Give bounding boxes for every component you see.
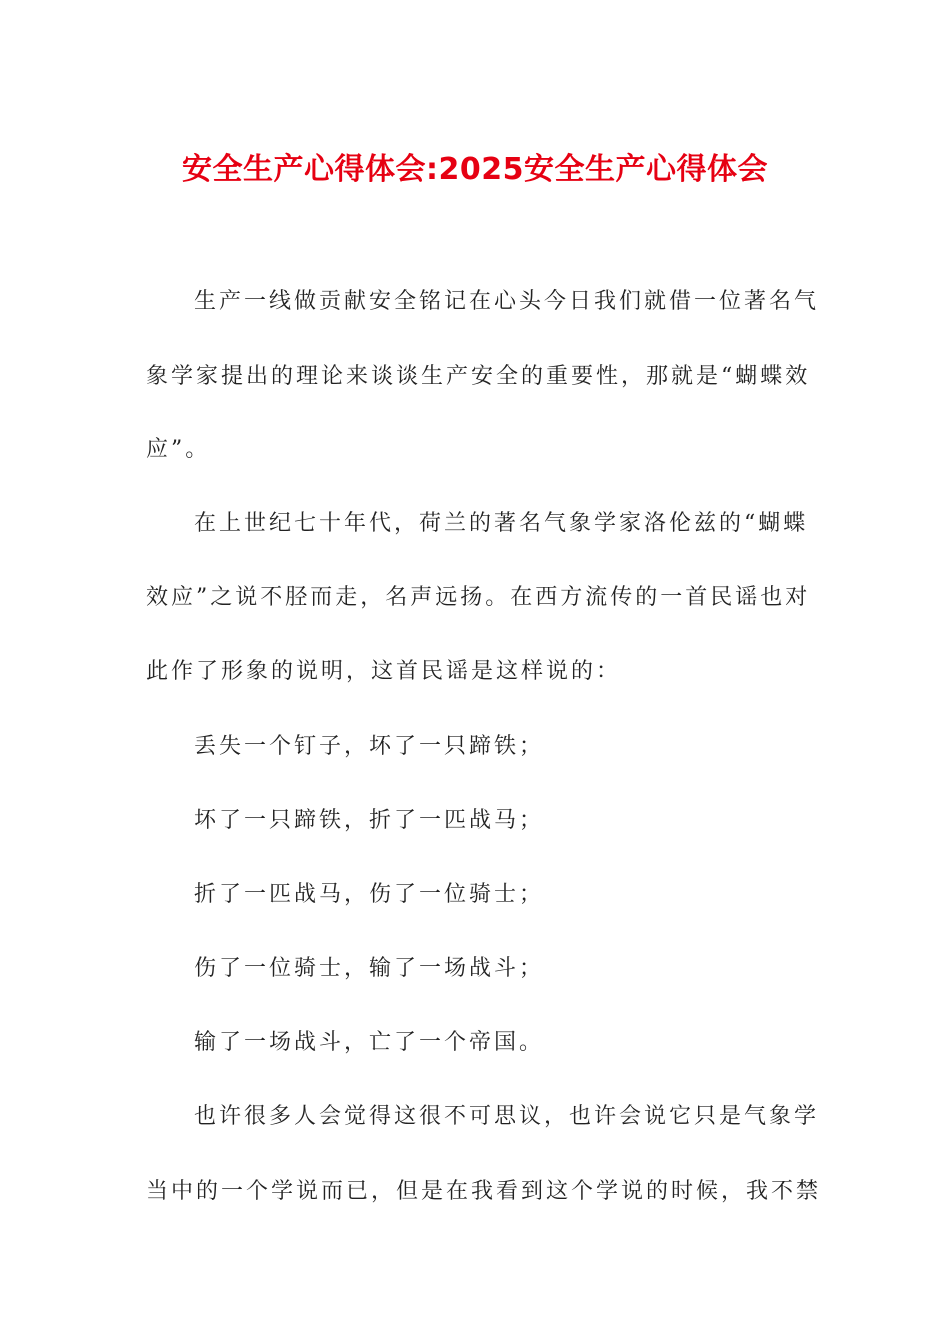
paragraph-line: 效应”之说不胫而走，名声远扬。在西方流传的一首民谣也对 xyxy=(146,585,811,610)
verse-line: 坏了一只蹄铁，折了一匹战马； xyxy=(194,808,545,833)
verse-line: 伤了一位骑士，输了一场战斗； xyxy=(194,956,545,981)
paragraph-line: 象学家提出的理论来谈谈生产安全的重要性，那就是“蝴蝶效 xyxy=(146,364,811,389)
paragraph-line: 生产一线做贡献安全铭记在心头今日我们就借一位著名气 xyxy=(194,289,820,314)
verse-line: 输了一场战斗，亡了一个帝国。 xyxy=(194,1030,545,1055)
verse-line: 折了一匹战马，伤了一位骑士； xyxy=(194,882,545,907)
paragraph-line: 此作了形象的说明，这首民谣是这样说的： xyxy=(146,659,622,684)
paragraph-line: 应”。 xyxy=(146,437,211,462)
document-title: 安全生产心得体会:2025安全生产心得体会 xyxy=(182,152,768,187)
paragraph-line: 当中的一个学说而已，但是在我看到这个学说的时候，我不禁 xyxy=(146,1179,822,1204)
paragraph-line: 也许很多人会觉得这很不可思议，也许会说它只是气象学 xyxy=(194,1104,820,1129)
paragraph-line: 在上世纪七十年代，荷兰的著名气象学家洛伦兹的“蝴蝶 xyxy=(194,511,809,536)
verse-line: 丢失一个钉子，坏了一只蹄铁； xyxy=(194,734,545,759)
